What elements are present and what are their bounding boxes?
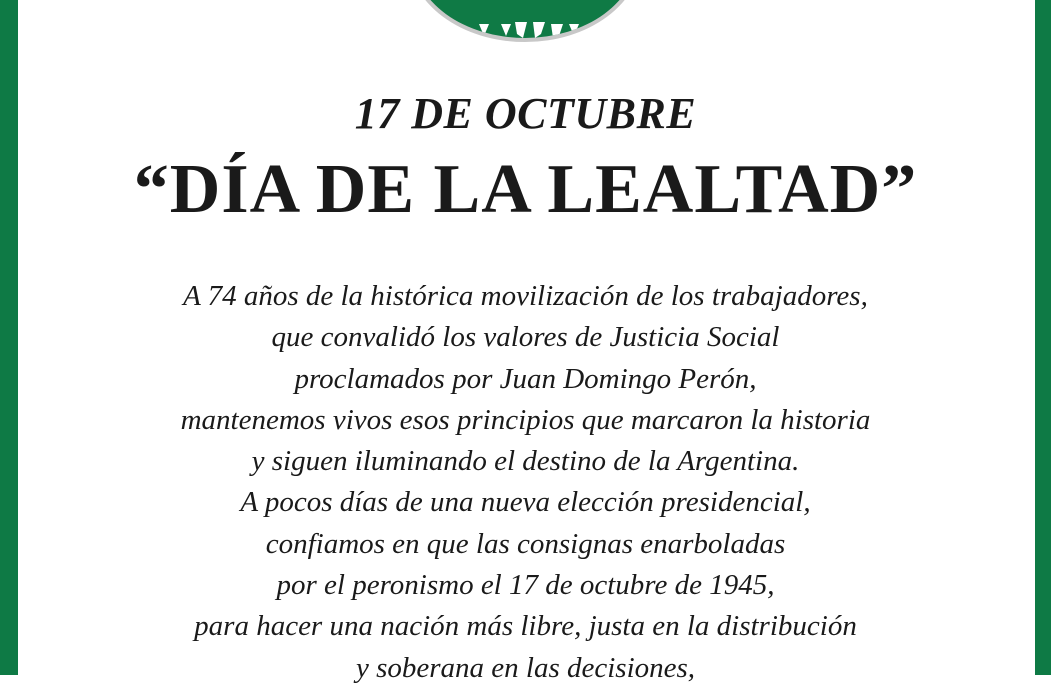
page-title: “DÍA DE LA LEALTAD” (133, 151, 918, 228)
message-line: y siguen iluminando el destino de la Argentina. (251, 445, 800, 478)
message-line: para hacer una nación más libre, justa en la distribución (194, 610, 857, 643)
message-line: por el peronismo el 17 de octubre de 1945, (276, 569, 775, 602)
message-line: confiamos en que las consignas enarboladas (265, 527, 786, 560)
message-paragraph (60, 276, 991, 689)
message-line: A 74 años de la histórica movilización de los trabajadores, (183, 280, 868, 312)
message-line: y soberana en las decisiones, (355, 651, 696, 684)
message-line: proclamados por Juan Domingo Perón, (294, 362, 757, 395)
event-date-heading: 17 DE OCTUBRE (354, 89, 697, 138)
message-line: mantenemos vivos esos principios que marcaron la historia (180, 403, 871, 436)
message-line: que convalidó los valores de Justicia Social (271, 321, 780, 354)
peronist-emblem-icon (409, 0, 641, 42)
message-line: A pocos días de una nueva elección presidencial, (240, 486, 811, 519)
